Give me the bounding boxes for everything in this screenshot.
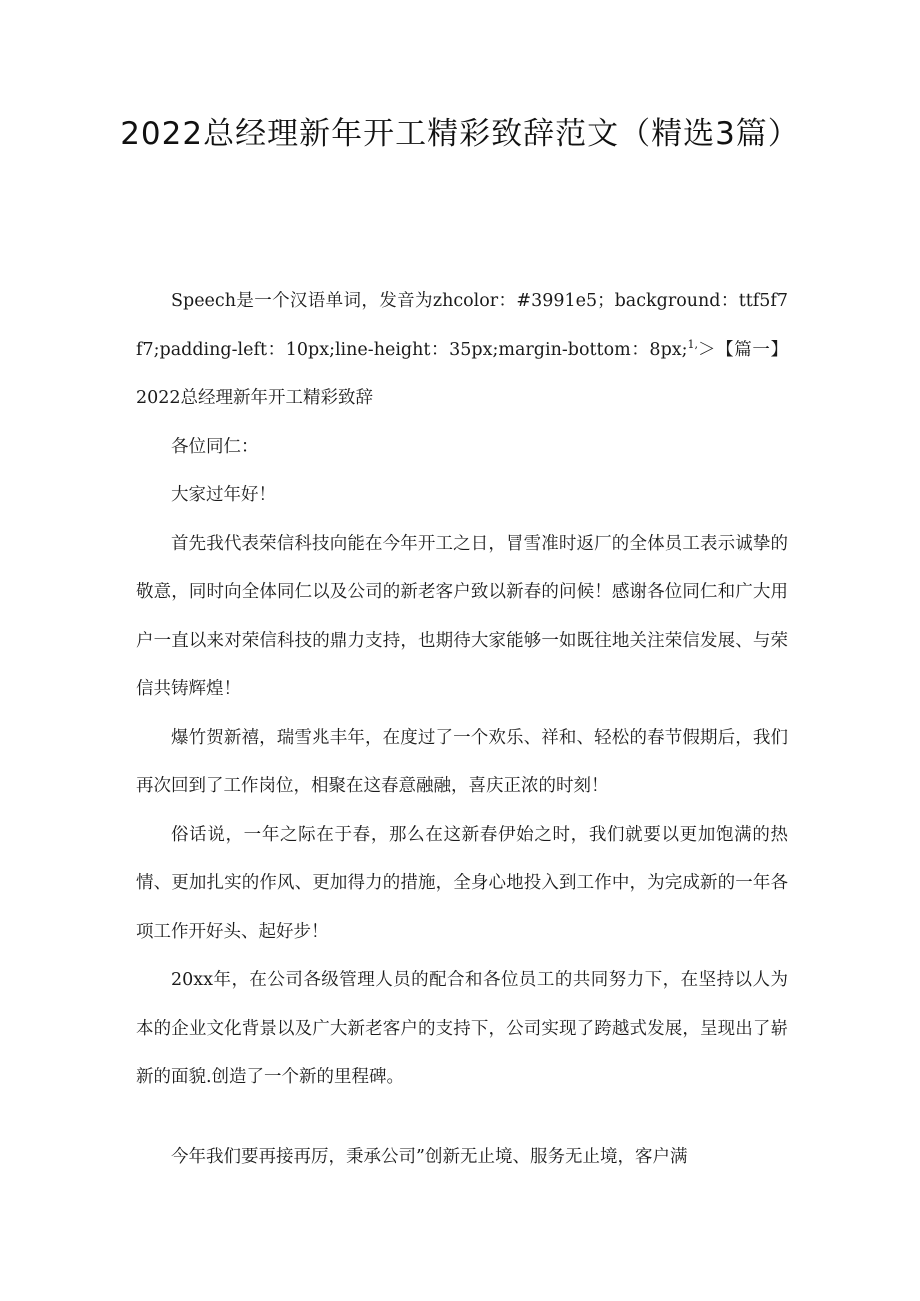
paragraph-new-year: 大家过年好！ — [171, 485, 276, 505]
paragraph-achievement: 20xx年，在公司各级管理人员的配合和各位员工的共同努力下，在坚持以人为本的企业文化背景以及广大新老客户的支持下，公司实现了跨越式发展，呈现出了崭新的面貌.创造了一个新的里程碑。 — [136, 970, 788, 1087]
paragraph-greeting: 各位同仁： — [171, 436, 259, 457]
intro-superscript: 1, — [687, 337, 699, 351]
paragraph-this-year: 今年我们要再接再厉，秉承公司”创新无止境、服务无止境，客户满 — [171, 1146, 688, 1167]
paragraph-festival: 爆竹贺新禧，瑞雪兆丰年，在度过了一个欢乐、祥和、轻松的春节假期后，我们再次回到了工作岗位，相聚在这春意融融，喜庆正浓的时刻！ — [136, 727, 788, 796]
document-title: 2022总经理新年开工精彩致辞范文（精选3篇） — [120, 116, 800, 152]
intro-heading: ＞【篇一】2022总经理新年开工精彩致辞 — [136, 339, 789, 408]
paragraph-spring: 俗话说，一年之际在于春，那么在这新春伊始之时，我们就要以更加饱满的热情、更加扎实的作风、更加得力的措施，全身心地投入到工作中，为完成新的一年各项工作开好头、起好步！ — [136, 824, 788, 942]
intro-text: Speech是一个汉语单词，发音为zhcolor：#3991e5；background：ttf5f7f7;padding-left：10px;line-height：35px;margin-bottom：8px; — [136, 291, 788, 360]
document-body — [136, 277, 788, 1181]
paragraph-thanks: 首先我代表荣信科技向能在今年开工之日，冒雪准时返厂的全体员工表示诚挚的敬意，同时向全体同仁以及公司的新老客户致以新春的问候！感谢各位同仁和广大用户一直以来对荣信科技的鼎力支持，也期待大家能够一如既往地关注荣信发展、与荣信共铸辉煌！ — [136, 533, 788, 699]
intro-paragraph — [136, 277, 788, 423]
